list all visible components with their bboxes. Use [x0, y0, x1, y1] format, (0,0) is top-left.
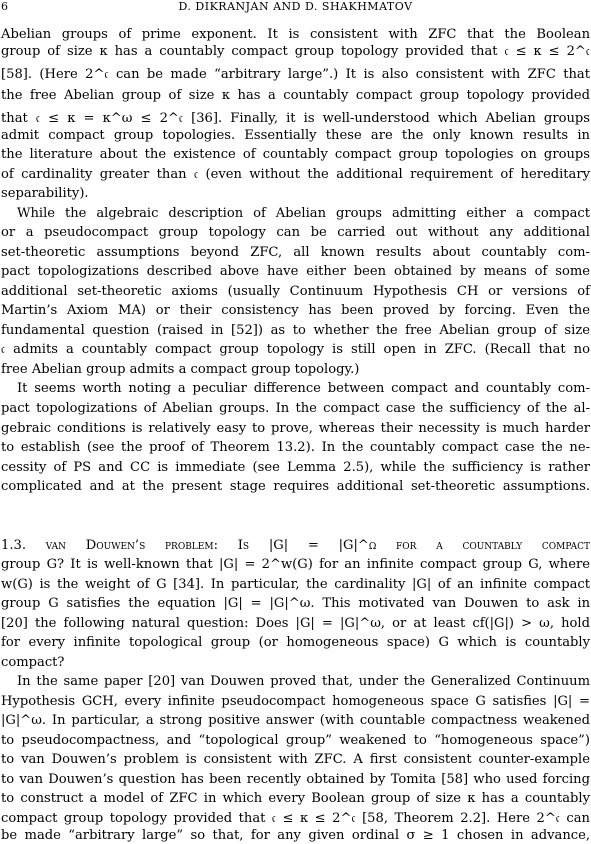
- text-line: set-theoretic assumptions beyond ZFC, all known results about countably com-: [1, 245, 590, 260]
- text-line: to construct a model of ZFC in which every Boolean group of size κ has a countably: [1, 791, 590, 806]
- text-line: additional set-theoretic axioms (usually Continuum Hypothesis CH or versions of: [1, 284, 590, 299]
- text-line: to van Douwen’s problem is consistent with ZFC. A first consistent counter-example: [1, 752, 590, 767]
- text-line: separability).: [1, 186, 89, 201]
- text-line: w(G) is the weight of G [34]. In particular, the cardinality |G| of an infinite compact: [1, 577, 590, 592]
- text-line: Hypothesis GCH, every infinite pseudocompact homogeneous space G satisfies |G| =: [1, 694, 590, 709]
- text-line: group G satisfies the equation |G| = |G|^ω. This motivated van Douwen to ask in: [1, 596, 590, 611]
- text-line: compact?: [1, 655, 65, 670]
- text-line: that 𝔠 ≤ κ = κ^ω ≤ 2^𝔠 [36]. Finally, it is well-understood which Abelian groups: [1, 111, 590, 126]
- text-line: cessity of PS and CC is immediate (see Lemma 2.5), while the sufficiency is rather: [1, 460, 590, 475]
- text-line: Abelian groups of prime exponent. It is consistent with ZFC that the Boolean: [1, 27, 590, 42]
- text-line: for every infinite topological group (or homogeneous space) G which is countably: [1, 635, 590, 650]
- text-line: of cardinality greater than 𝔠 (even without the additional requirement of hereditary: [1, 167, 590, 182]
- text-line: free Abelian group admits a compact group topology.): [1, 362, 360, 377]
- text-line: |G|^ω. In particular, a strong positive answer (with countable compactness weakened: [1, 713, 590, 728]
- text-line: pact topologizations of Abelian groups. In the compact case the sufficiency of the al-: [1, 401, 590, 416]
- text-line: pact topologizations described above have either been obtained by means of some: [1, 264, 590, 279]
- text-line: In the same paper [20] van Douwen proved that, under the Generalized Continuum: [17, 674, 590, 689]
- text-line: gebraic conditions is relatively easy to prove, whereas their necessity is much harder: [1, 421, 590, 436]
- text-line: group of size κ has a countably compact group topology provided that 𝔠 ≤ κ ≤ 2^𝔠: [1, 44, 590, 59]
- text-line: Martin’s Axiom MA) or their consistency has been proved by forcing. Even the: [1, 303, 590, 318]
- text-line: It seems worth noting a peculiar difference between compact and countably com-: [17, 381, 590, 396]
- text-line: to pseudocompactness, and “topological group” weakened to “homogeneous space”): [1, 733, 590, 748]
- text-line: the free Abelian group of size κ has a countably compact group topology provided: [1, 88, 590, 103]
- text-line: fundamental question (raised in [52]) as to whether the free Abelian group of size: [1, 323, 590, 338]
- text-line: While the algebraic description of Abelian groups admitting either a compact: [17, 206, 590, 221]
- text-line: or a pseudocompact group topology can be carried out without any additional: [1, 225, 590, 240]
- text-line: compact group topology provided that 𝔠 ≤ κ ≤ 2^𝔠 [58, Theorem 2.2]. Here 2^𝔠 can: [1, 811, 590, 826]
- text-line: [58]. (Here 2^𝔠 can be made “arbitrary large”.) It is also consistent with ZFC that: [1, 67, 590, 82]
- text-line: [20] the following natural question: Does |G| = |G|^ω, or at least cf(|G|) > ω, hold: [1, 616, 590, 631]
- running-title: D. DIKRANJAN AND D. SHAKHMATOV: [178, 0, 413, 13]
- page-number: 6: [1, 0, 9, 13]
- text-line: group G? It is well-known that |G| = 2^w(G) for an infinite compact group G, where: [1, 557, 590, 572]
- text-line: 𝔠 admits a countably compact group topology is still open in ZFC. (Recall that no: [1, 342, 590, 357]
- text-line: complicated and at the present stage requires additional set-theoretic assumptions.: [1, 479, 590, 494]
- page-header: [0, 0, 591, 16]
- text-line: admit compact group topologies. Essentially these are the only known results in: [1, 128, 590, 143]
- section-heading: 1.3. van Douwen’s problem: Is |G| = |G|^ω for a countably compact: [1, 538, 590, 553]
- text-line: to establish (see the proof of Theorem 13.2). In the countably compact case the ne-: [1, 440, 590, 455]
- text-line: be made “arbitrary large” so that, for any given ordinal σ ≥ 1 chosen in advance,: [1, 828, 590, 843]
- text-line: the literature about the existence of countably compact group topologies on groups: [1, 147, 590, 162]
- text-line: to van Douwen’s question has been recently obtained by Tomita [58] who used forcing: [1, 772, 590, 787]
